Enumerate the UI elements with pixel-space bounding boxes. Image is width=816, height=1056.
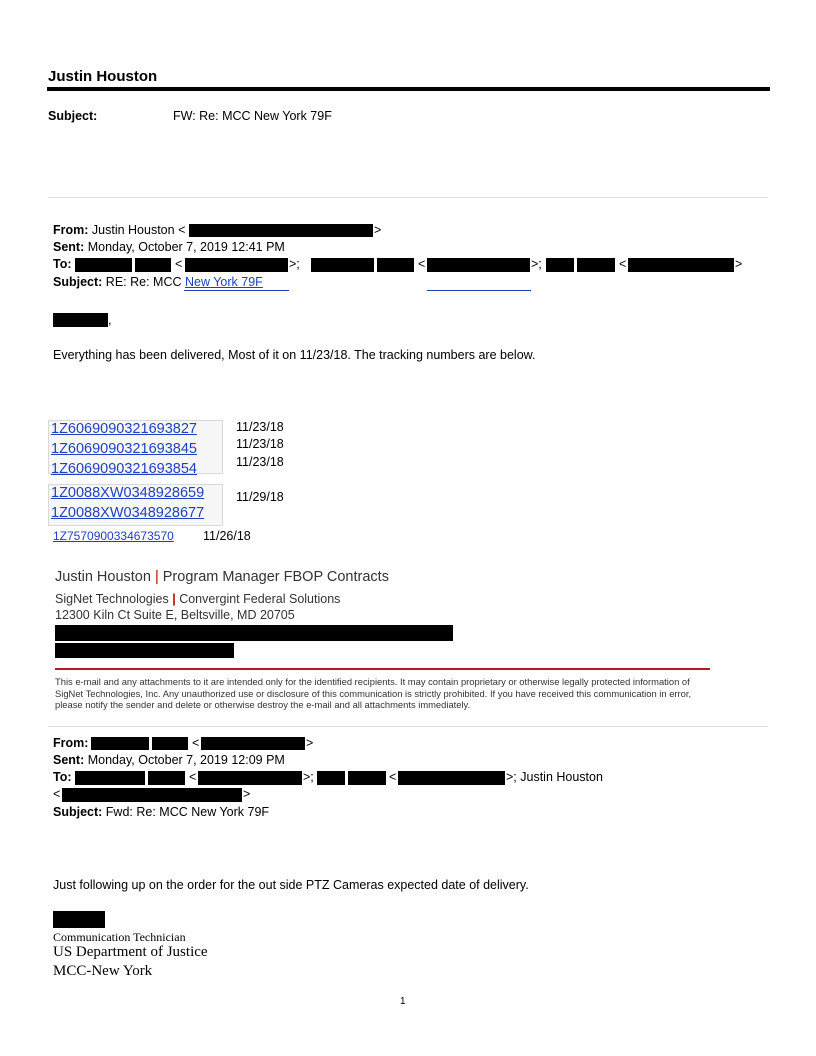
tracking-date: 11/23/18	[236, 420, 284, 434]
redaction-box	[198, 771, 302, 785]
angle-close-semi: >;	[303, 770, 314, 784]
signature-company-separator: |	[172, 592, 176, 606]
tracking-date: 11/26/18	[203, 529, 251, 543]
signature-red-rule	[55, 668, 710, 670]
redaction-box	[546, 258, 574, 272]
greeting-comma: ,	[108, 313, 112, 327]
redaction-box	[55, 643, 234, 658]
signature-address: 12300 Kiln Ct Suite E, Beltsville, MD 20705	[55, 608, 295, 622]
link-underline	[427, 290, 531, 291]
redaction-box	[628, 258, 734, 272]
email2-subject-row	[53, 804, 269, 821]
signature-name: Justin Houston	[55, 569, 151, 585]
tracking-date: 11/23/18	[236, 437, 284, 451]
signature-company: SigNet Technologies	[55, 592, 169, 606]
document-header-name: Justin Houston	[48, 68, 158, 85]
angle-open: <	[53, 787, 61, 801]
redaction-box	[317, 771, 345, 785]
redaction-box	[75, 258, 132, 272]
angle-close-semi: >;	[289, 257, 300, 271]
signature-company-row	[55, 592, 340, 606]
email1-to-label: To:	[53, 257, 72, 271]
signature-title: Program Manager FBOP Contracts	[162, 569, 389, 585]
email1-from-close: >	[374, 223, 382, 237]
email1-subject-row	[53, 274, 263, 291]
redaction-box	[398, 771, 505, 785]
email2-to-tail: >; Justin Houston	[506, 770, 603, 784]
redaction-box	[75, 771, 145, 785]
tracking-number-link[interactable]: 1Z0088XW0348928677	[51, 505, 205, 521]
angle-open: <	[619, 257, 627, 271]
redaction-box	[62, 788, 242, 802]
email2-sent-row	[53, 752, 285, 769]
redaction-box	[185, 258, 288, 272]
tracking-number-link[interactable]: 1Z0088XW0348928659	[51, 485, 205, 501]
email2-sig-title: Communication Technician	[53, 930, 186, 944]
tracking-number-link[interactable]: 1Z7570900334673570	[53, 529, 174, 543]
email2-subject-value: Fwd: Re: MCC New York 79F	[105, 805, 270, 819]
email1-sent-label: Sent:	[53, 240, 85, 254]
top-subject-row	[48, 108, 332, 125]
redaction-box	[152, 737, 188, 750]
email2-subject-label: Subject:	[53, 805, 103, 819]
header-rule	[47, 87, 770, 91]
email2-sig-org: US Department of Justice	[53, 944, 208, 960]
top-subject-label: Subject:	[48, 109, 98, 123]
redaction-box	[53, 911, 105, 928]
link-underline	[184, 290, 289, 291]
email1-from-label: From:	[53, 223, 89, 237]
email2-to-label: To:	[53, 770, 72, 784]
redaction-box	[135, 258, 171, 272]
separator-line	[48, 197, 768, 198]
angle-close: >	[306, 736, 314, 750]
email1-from-value: Justin Houston <	[91, 223, 186, 237]
email1-subject-link[interactable]: New York 79F	[184, 275, 263, 289]
email2-sig-site: MCC-New York	[53, 963, 153, 979]
separator-line	[48, 726, 768, 727]
tracking-date: 11/23/18	[236, 455, 284, 469]
redaction-box	[189, 224, 373, 237]
redaction-box	[577, 258, 615, 272]
tracking-date: 11/29/18	[236, 490, 284, 504]
tracking-number-link[interactable]: 1Z6069090321693845	[51, 441, 197, 457]
angle-open: <	[389, 770, 397, 784]
email2-from-label: From:	[53, 736, 89, 750]
angle-close-semi: >;	[531, 257, 542, 271]
angle-open: <	[175, 257, 183, 271]
redaction-box	[53, 313, 108, 327]
redaction-box	[55, 625, 453, 641]
email2-sent-value: Monday, October 7, 2019 12:09 PM	[87, 753, 285, 767]
redaction-box	[201, 737, 305, 750]
email1-subject-label: Subject:	[53, 275, 103, 289]
legal-disclaimer: This e-mail and any attachments to it are intended only for the identified recipients. It may contain proprietary or otherwise legally protected information of SigNet Technologies, Inc. Any unauthorized use or disclosure of this communication is strictly prohibited. If you have received this communication in error, please notify the sender and delete or otherwise destroy the e-mail and all attachments immediately.	[55, 676, 692, 710]
email1-from-row	[53, 222, 185, 239]
redaction-box	[348, 771, 386, 785]
signature-company2: Convergint Federal Solutions	[179, 592, 341, 606]
signature-separator: |	[154, 569, 159, 585]
redaction-box	[377, 258, 414, 272]
page-number: 1	[400, 996, 406, 1007]
redaction-box	[148, 771, 185, 785]
angle-open: <	[418, 257, 426, 271]
email2-sent-label: Sent:	[53, 753, 85, 767]
tracking-number-link[interactable]: 1Z6069090321693854	[51, 461, 197, 477]
angle-open: <	[189, 770, 197, 784]
email1-sent-row	[53, 239, 285, 256]
redaction-box	[91, 737, 149, 750]
redaction-box	[311, 258, 374, 272]
email1-subject-value: RE: Re: MCC	[105, 275, 185, 289]
redaction-box	[427, 258, 530, 272]
email1-body: Everything has been delivered, Most of it on 11/23/18. The tracking numbers are below.	[53, 348, 536, 362]
email1-sent-value: Monday, October 7, 2019 12:41 PM	[87, 240, 285, 254]
top-subject-value: FW: Re: MCC New York 79F	[173, 109, 332, 123]
angle-close: >	[735, 257, 743, 271]
angle-close: >	[243, 787, 251, 801]
signature-name-row	[55, 569, 389, 585]
angle-open: <	[192, 736, 200, 750]
email2-body: Just following up on the order for the out side PTZ Cameras expected date of delivery.	[53, 878, 529, 892]
tracking-number-link[interactable]: 1Z6069090321693827	[51, 421, 197, 437]
